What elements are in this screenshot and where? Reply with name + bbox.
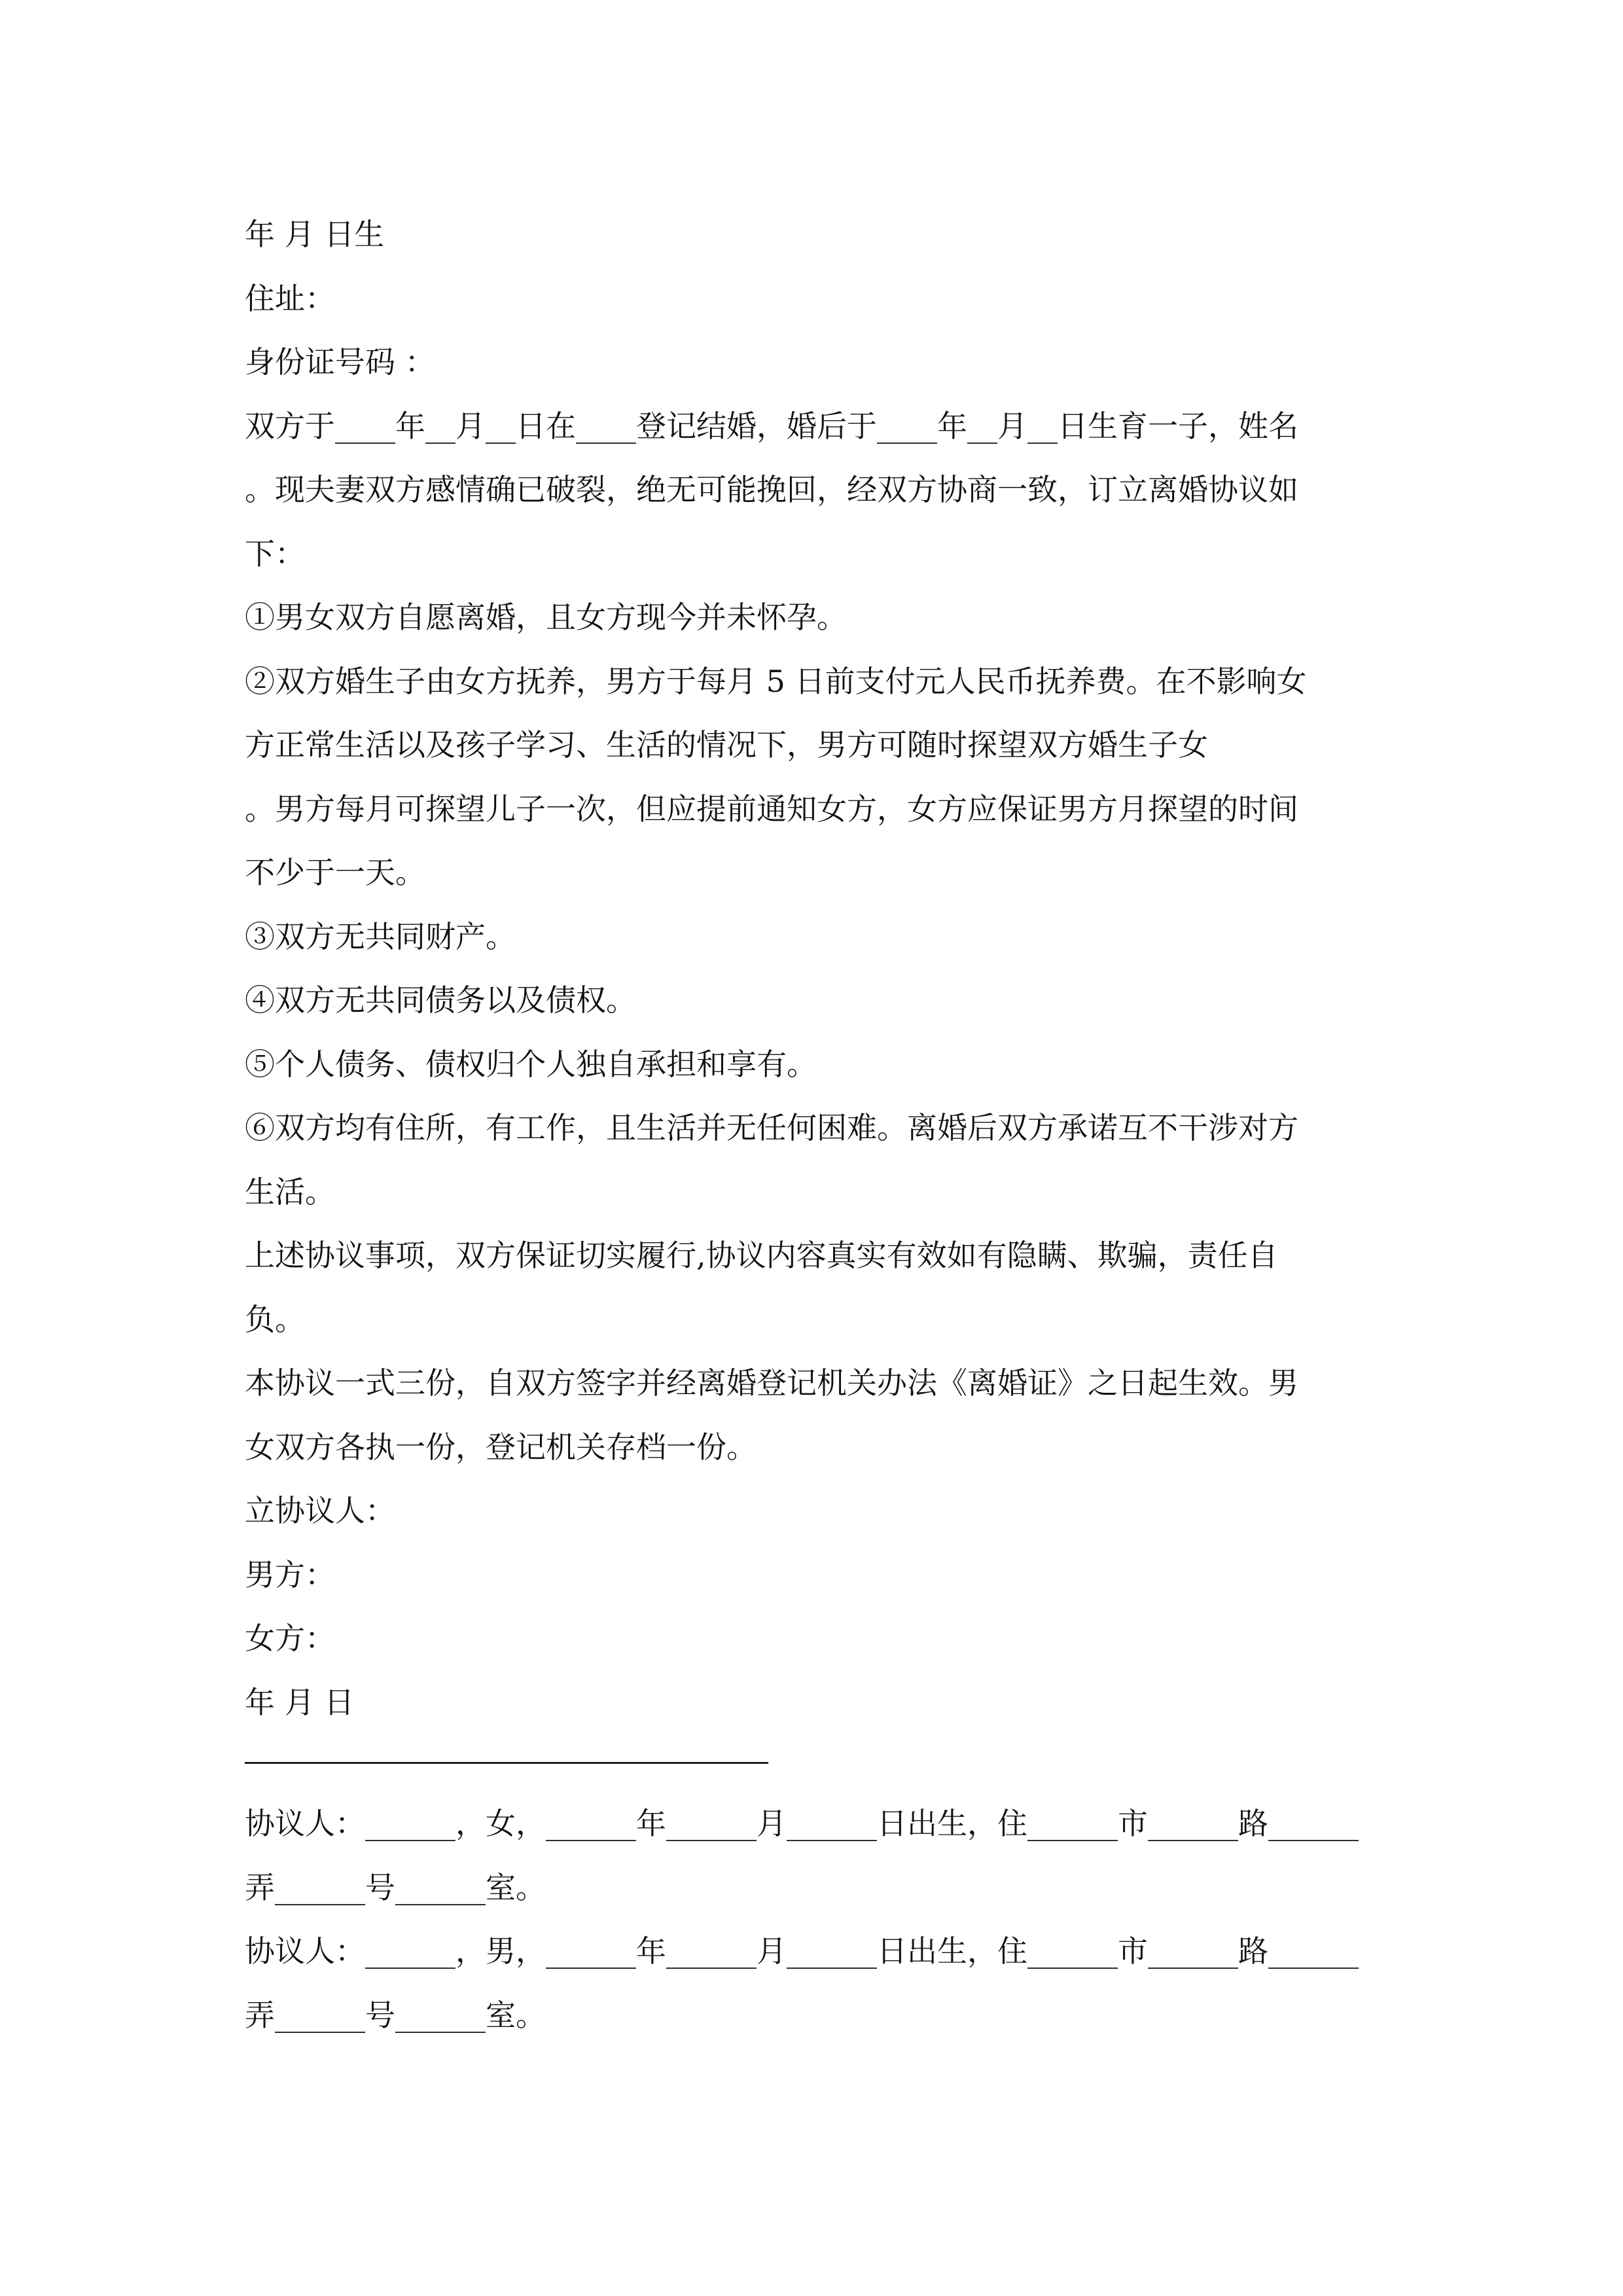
clause-2-line: 。男方每月可探望儿子一次，但应提前通知女方，女方应保证男方月探望的时间 <box>245 791 1298 827</box>
party-info-section <box>245 1792 1383 2047</box>
signing-date-line: 年 月 日 <box>245 1684 355 1720</box>
paragraph-line: 下： <box>245 535 305 571</box>
clause-6-line: 生活。 <box>245 1174 335 1210</box>
clause-6-line: ⑥双方均有住所，有工作，且生活并无任何困难。离婚后双方承诺互不干涉对方 <box>245 1110 1298 1145</box>
clause-1-line: ①男女双方自愿离婚，且女方现今并未怀孕。 <box>245 600 847 635</box>
signatory-label: 立协议人： <box>245 1493 395 1528</box>
party-female-line: 协议人：______，女，______年______月______日出生，住______市______路______ <box>245 1806 1359 1841</box>
effect-line: 本协议一式三份，自双方签字并经离婚登记机关办法《离婚证》之日起生效。男 <box>245 1365 1298 1401</box>
paragraph-line: 。现夫妻双方感情确已破裂，绝无可能挽回，经双方协商一致，订立离婚协议如 <box>245 472 1298 507</box>
effect-line: 女双方各执一份，登记机关存档一份。 <box>245 1429 757 1465</box>
separator-line <box>245 1762 768 1764</box>
clause-2-line: 方正常生活以及孩子学习、生活的情况下，男方可随时探望双方婚生子女 <box>245 727 1208 762</box>
address-line: 住址： <box>245 280 335 316</box>
party-female-address-line: 弄______号______室。 <box>245 1869 546 1905</box>
document-body <box>245 203 1383 1734</box>
clause-2-line: ②双方婚生子由女方抚养，男方于每月 5 日前支付元人民币抚养费。在不影响女 <box>245 663 1307 699</box>
birth-date-line: 年 月 日生 <box>245 217 385 252</box>
paragraph-line: 双方于____年__月__日在____登记结婚，婚后于____年__月__日生育一子，姓名 <box>245 408 1298 444</box>
guarantee-line: 上述协议事项，双方保证切实履行,协议内容真实有效如有隐瞒、欺骗，责任自 <box>245 1238 1278 1273</box>
male-party-label: 男方： <box>245 1556 335 1592</box>
id-number-line: 身份证号码 ： <box>245 344 435 380</box>
clause-2-line: 不少于一天。 <box>245 855 425 890</box>
party-male-line: 协议人：______，男，______年______月______日出生，住______市______路______ <box>245 1933 1359 1969</box>
party-male-address-line: 弄______号______室。 <box>245 1997 546 2033</box>
female-party-label: 女方： <box>245 1621 335 1656</box>
clause-5-line: ⑤个人债务、债权归个人独自承担和享有。 <box>245 1046 817 1082</box>
clause-4-line: ④双方无共同债务以及债权。 <box>245 982 636 1018</box>
guarantee-line: 负。 <box>245 1301 305 1337</box>
clause-3-line: ③双方无共同财产。 <box>245 918 516 954</box>
